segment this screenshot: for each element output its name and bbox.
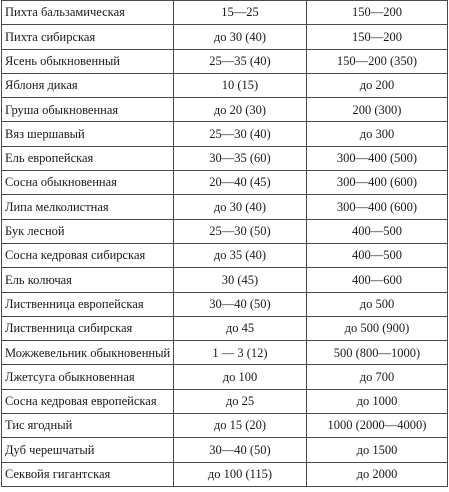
table-row [2, 414, 448, 438]
age-cell: до 1500 [307, 438, 448, 462]
height-cell: до 100 (115) [174, 462, 307, 486]
age-cell: 300—400 (500) [307, 146, 448, 170]
species-name-cell: Пихта сибирская [2, 25, 174, 49]
height-cell: до 100 [174, 365, 307, 389]
height-cell: до 35 (40) [174, 243, 307, 267]
height-cell: до 15 (20) [174, 414, 307, 438]
species-name-cell: Лиственница сибирская [2, 316, 174, 340]
table-row [2, 171, 448, 195]
table-row [2, 268, 448, 292]
table-row [2, 1, 448, 25]
species-name-cell: Можжевельник обыкновенный [2, 341, 174, 365]
species-name-cell: Пихта бальзамическая [2, 1, 174, 25]
table-row [2, 243, 448, 267]
table-row [2, 292, 448, 316]
height-cell: 30—35 (60) [174, 146, 307, 170]
table-row [2, 98, 448, 122]
height-cell: 25—30 (40) [174, 122, 307, 146]
age-cell: 400—500 [307, 219, 448, 243]
height-cell: до 20 (30) [174, 98, 307, 122]
age-cell: 150—200 [307, 25, 448, 49]
height-cell: 30—40 (50) [174, 292, 307, 316]
age-cell: 300—400 (600) [307, 195, 448, 219]
table-row [2, 438, 448, 462]
tree-lifespan-table [1, 0, 448, 487]
age-cell: 150—200 (350) [307, 49, 448, 73]
species-name-cell: Ясень обыкновенный [2, 49, 174, 73]
table-row [2, 219, 448, 243]
table-row [2, 341, 448, 365]
table-row [2, 122, 448, 146]
species-name-cell: Бук лесной [2, 219, 174, 243]
height-cell: 30 (45) [174, 268, 307, 292]
species-name-cell: Ель европейская [2, 146, 174, 170]
species-name-cell: Дуб черешчатый [2, 438, 174, 462]
age-cell: до 300 [307, 122, 448, 146]
age-cell: до 1000 [307, 389, 448, 413]
table-row [2, 365, 448, 389]
height-cell: до 25 [174, 389, 307, 413]
species-name-cell: Сосна обыкновенная [2, 171, 174, 195]
age-cell: 400—500 [307, 243, 448, 267]
species-name-cell: Лиственница европейская [2, 292, 174, 316]
age-cell: до 700 [307, 365, 448, 389]
species-name-cell: Липа мелколистная [2, 195, 174, 219]
table-row [2, 389, 448, 413]
height-cell: 25—30 (50) [174, 219, 307, 243]
species-name-cell: Секвойя гигантская [2, 462, 174, 486]
table-body [2, 1, 448, 487]
height-cell: до 30 (40) [174, 25, 307, 49]
age-cell: 150—200 [307, 1, 448, 25]
table-row [2, 195, 448, 219]
table-row [2, 462, 448, 486]
age-cell: до 2000 [307, 462, 448, 486]
species-name-cell: Вяз шершавый [2, 122, 174, 146]
age-cell: до 200 [307, 73, 448, 97]
table-row [2, 73, 448, 97]
age-cell: 1000 (2000—4000) [307, 414, 448, 438]
species-name-cell: Яблоня дикая [2, 73, 174, 97]
table-row [2, 146, 448, 170]
height-cell: 1 — 3 (12) [174, 341, 307, 365]
age-cell: до 500 [307, 292, 448, 316]
height-cell: 20—40 (45) [174, 171, 307, 195]
height-cell: до 30 (40) [174, 195, 307, 219]
species-name-cell: Груша обыкновенная [2, 98, 174, 122]
height-cell: 30—40 (50) [174, 438, 307, 462]
species-name-cell: Лжетсуга обыкновенная [2, 365, 174, 389]
height-cell: 10 (15) [174, 73, 307, 97]
table-row [2, 49, 448, 73]
age-cell: 300—400 (600) [307, 171, 448, 195]
table-row [2, 316, 448, 340]
species-name-cell: Ель колючая [2, 268, 174, 292]
age-cell: 200 (300) [307, 98, 448, 122]
age-cell: 400—600 [307, 268, 448, 292]
height-cell: 15—25 [174, 1, 307, 25]
table-row [2, 25, 448, 49]
species-name-cell: Тис ягодный [2, 414, 174, 438]
height-cell: 25—35 (40) [174, 49, 307, 73]
height-cell: до 45 [174, 316, 307, 340]
species-name-cell: Сосна кедровая сибирская [2, 243, 174, 267]
age-cell: до 500 (900) [307, 316, 448, 340]
age-cell: 500 (800—1000) [307, 341, 448, 365]
species-name-cell: Сосна кедровая европейская [2, 389, 174, 413]
